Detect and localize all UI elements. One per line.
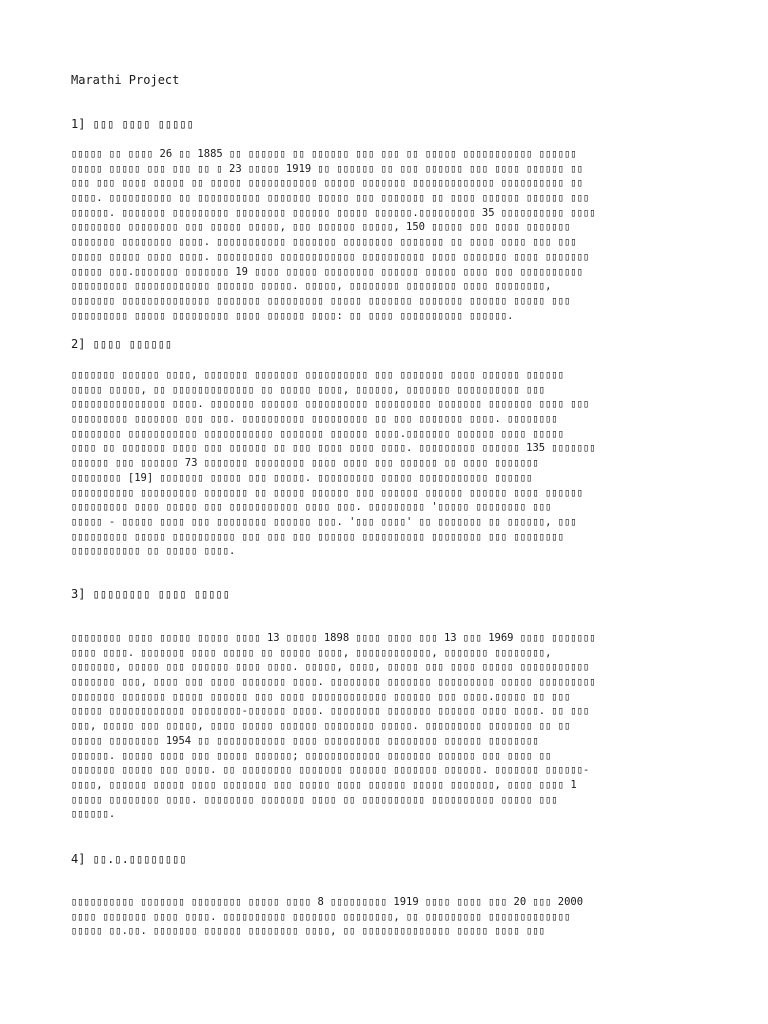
text-line: ▯▯▯▯▯▯▯ ▯▯▯▯▯▯▯▯▯▯▯▯▯▯ ▯▯▯▯▯▯▯ ▯▯▯▯▯▯▯▯▯ ▯▯▯▯▯ ▯▯▯▯▯▯▯ ▯▯▯▯▯▯▯ ▯▯▯▯▯▯ ▯▯▯▯▯ ▯▯▯ [71, 294, 571, 307]
text-line: ▯▯▯▯▯ ▯▯ ▯▯▯▯ 26 ▯▯ 1885 ▯▯ ▯▯▯▯▯▯ ▯▯ ▯▯▯▯▯▯ ▯▯▯ ▯▯▯ ▯▯ ▯▯▯▯▯ ▯▯▯▯▯▯▯▯▯▯▯ ▯▯▯▯▯▯ [71, 148, 577, 160]
text-line: ▯▯▯▯▯▯ ▯▯▯ ▯▯▯▯▯▯ 73 ▯▯▯▯▯▯▯ ▯▯▯▯▯▯▯▯ ▯▯▯▯ ▯▯▯▯ ▯▯▯ ▯▯▯▯▯▯ ▯▯ ▯▯▯▯ ▯▯▯▯▯▯▯ [71, 457, 539, 470]
section-3-heading: 3] ▯▯▯▯▯▯▯▯ ▯▯▯▯ ▯▯▯▯▯ [71, 587, 230, 601]
text-line: ▯▯▯▯▯▯. ▯▯▯▯▯▯▯ ▯▯▯▯▯▯▯▯▯ ▯▯▯▯▯▯▯▯ ▯▯▯▯▯▯ ▯▯▯▯▯ ▯▯▯▯▯▯.▯▯▯▯▯▯▯▯▯ 35 ▯▯▯▯▯▯▯▯▯▯ ▯▯▯▯ [71, 206, 596, 219]
text-line: ▯▯▯▯▯ ▯▯▯▯▯▯▯▯▯▯▯▯ ▯▯▯▯▯▯▯▯-▯▯▯▯▯▯ ▯▯▯▯. ▯▯▯▯▯▯▯▯ ▯▯▯▯▯▯▯ ▯▯▯▯▯▯ ▯▯▯▯ ▯▯▯▯. ▯▯ ▯▯▯ [71, 705, 590, 718]
text-line: ▯▯▯▯▯ ▯▯▯▯▯▯▯▯ 1954 ▯▯ ▯▯▯▯▯▯▯▯▯▯▯ ▯▯▯▯ ▯▯▯▯▯▯▯▯▯ ▯▯▯▯▯▯▯▯ ▯▯▯▯▯▯ ▯▯▯▯▯▯▯▯ [71, 734, 539, 747]
text-line: ▯▯▯▯▯▯▯▯▯ ▯▯▯▯ ▯▯▯▯▯ ▯▯▯ ▯▯▯▯▯▯▯▯▯▯▯ ▯▯▯▯ ▯▯▯. ▯▯▯▯▯▯▯▯▯ '▯▯▯▯▯ ▯▯▯▯▯▯▯▯ ▯▯▯ [71, 501, 552, 514]
section-4-heading: 4] ▯▯.▯.▯▯▯▯▯▯▯▯ [71, 852, 187, 866]
text-line: ▯▯▯▯ ▯▯▯▯. ▯▯▯▯▯▯▯ ▯▯▯▯ ▯▯▯▯▯ ▯▯ ▯▯▯▯▯ ▯▯▯▯, ▯▯▯▯▯▯▯▯▯▯▯▯, ▯▯▯▯▯▯▯ ▯▯▯▯▯▯▯▯, [71, 646, 552, 659]
text-line: ▯▯▯▯▯▯▯▯▯ ▯▯▯▯▯▯▯▯▯▯▯▯ ▯▯▯▯▯▯ ▯▯▯▯▯. ▯▯▯▯▯, ▯▯▯▯▯▯▯▯ ▯▯▯▯▯▯▯▯ ▯▯▯▯ ▯▯▯▯▯▯▯▯, [71, 280, 552, 293]
section-4-body [71, 895, 701, 939]
text-line: ▯▯▯▯▯ ▯▯▯.▯▯▯▯▯▯▯ ▯▯▯▯▯▯▯ 19 ▯▯▯▯ ▯▯▯▯▯ ▯▯▯▯▯▯▯▯ ▯▯▯▯▯▯ ▯▯▯▯▯ ▯▯▯▯ ▯▯▯ ▯▯▯▯▯▯▯▯▯▯ [71, 265, 584, 278]
section-3-body [71, 631, 701, 822]
text-line: ▯▯▯▯▯ ▯▯▯▯▯▯▯▯ ▯▯▯▯. ▯▯▯▯▯▯▯▯ ▯▯▯▯▯▯▯ ▯▯▯▯ ▯▯ ▯▯▯▯▯▯▯▯▯▯ ▯▯▯▯▯▯▯▯▯▯ ▯▯▯▯▯ ▯▯▯ [71, 793, 558, 806]
text-line: ▯▯▯▯▯▯. [71, 808, 116, 821]
text-line: ▯▯▯, ▯▯▯▯▯ ▯▯▯ ▯▯▯▯▯, ▯▯▯▯ ▯▯▯▯▯ ▯▯▯▯▯▯ ▯▯▯▯▯▯▯▯ ▯▯▯▯▯. ▯▯▯▯▯▯▯▯▯ ▯▯▯▯▯▯▯ ▯▯ ▯▯ [71, 720, 571, 733]
text-line: ▯▯▯▯▯▯▯▯▯▯▯ ▯▯ ▯▯▯▯▯ ▯▯▯▯. [71, 545, 236, 558]
text-line: ▯▯▯▯▯▯▯ ▯▯▯, ▯▯▯▯ ▯▯▯ ▯▯▯▯ ▯▯▯▯▯▯▯ ▯▯▯▯. ▯▯▯▯▯▯▯▯ ▯▯▯▯▯▯▯ ▯▯▯▯▯▯▯▯▯ ▯▯▯▯▯ ▯▯▯▯▯▯▯▯▯ [71, 676, 596, 689]
text-line: ▯▯▯▯▯▯▯ ▯▯▯▯▯▯▯ ▯▯▯▯▯ ▯▯▯▯▯▯ ▯▯▯ ▯▯▯▯ ▯▯▯▯▯▯▯▯▯▯▯▯ ▯▯▯▯▯▯ ▯▯▯ ▯▯▯▯.▯▯▯▯▯ ▯▯ ▯▯▯ [71, 690, 571, 703]
text-line: ▯▯▯▯▯▯▯▯▯▯ ▯▯▯▯▯▯▯ ▯▯▯▯▯▯▯▯ ▯▯▯▯▯ ▯▯▯▯ 8 ▯▯▯▯▯▯▯▯▯ 1919 ▯▯▯▯ ▯▯▯▯ ▯▯▯ 20 ▯▯▯ 2000 [71, 896, 584, 908]
text-line: ▯▯▯▯▯▯▯▯▯▯▯▯▯▯▯ ▯▯▯▯. ▯▯▯▯▯▯▯ ▯▯▯▯▯▯ ▯▯▯▯▯▯▯▯▯▯ ▯▯▯▯▯▯▯▯▯ ▯▯▯▯▯▯▯ ▯▯▯▯▯▯▯ ▯▯▯▯ ▯▯▯ [71, 398, 590, 411]
text-line: ▯▯▯▯▯▯▯, ▯▯▯▯▯ ▯▯▯ ▯▯▯▯▯▯ ▯▯▯▯ ▯▯▯▯. ▯▯▯▯▯, ▯▯▯▯, ▯▯▯▯▯ ▯▯▯ ▯▯▯▯ ▯▯▯▯▯ ▯▯▯▯▯▯▯▯▯▯▯ [71, 661, 590, 674]
text-line: ▯▯▯▯▯▯▯▯▯ ▯▯▯▯▯▯▯ ▯▯▯ ▯▯▯. ▯▯▯▯▯▯▯▯▯▯ ▯▯▯▯▯▯▯▯▯ ▯▯ ▯▯▯ ▯▯▯▯▯▯▯ ▯▯▯▯. ▯▯▯▯▯▯▯▯ [71, 413, 558, 426]
text-line: ▯▯▯▯▯▯▯▯ ▯▯▯▯▯▯▯▯ ▯▯▯ ▯▯▯▯▯ ▯▯▯▯▯, ▯▯▯ ▯▯▯▯▯▯ ▯▯▯▯▯, 150 ▯▯▯▯▯ ▯▯▯ ▯▯▯▯ ▯▯▯▯▯▯▯ [71, 221, 571, 234]
text-line: ▯▯▯▯ ▯▯▯▯▯▯▯ ▯▯▯▯ ▯▯▯▯. ▯▯▯▯▯▯▯▯▯▯ ▯▯▯▯▯▯▯ ▯▯▯▯▯▯▯▯, ▯▯ ▯▯▯▯▯▯▯▯▯ ▯▯▯▯▯▯▯▯▯▯▯▯▯ [71, 910, 571, 923]
section-1-heading: 1] ▯▯▯ ▯▯▯▯ ▯▯▯▯▯ [71, 117, 194, 131]
text-line: ▯▯▯▯▯▯. ▯▯▯▯▯ ▯▯▯▯ ▯▯▯ ▯▯▯▯▯ ▯▯▯▯▯▯; ▯▯▯▯▯▯▯▯▯▯▯▯ ▯▯▯▯▯▯▯ ▯▯▯▯▯▯ ▯▯▯ ▯▯▯▯ ▯▯ [71, 749, 552, 762]
section-1-body [71, 147, 701, 323]
text-line: ▯▯▯▯. ▯▯▯▯▯▯▯▯▯▯ ▯▯ ▯▯▯▯▯▯▯▯▯▯ ▯▯▯▯▯▯▯ ▯▯▯▯▯ ▯▯▯ ▯▯▯▯▯▯▯ ▯▯ ▯▯▯▯ ▯▯▯▯▯▯ ▯▯▯▯▯▯ ▯▯▯ [71, 192, 590, 205]
text-line: ▯▯▯▯▯▯▯ ▯▯▯▯▯▯ ▯▯▯▯, ▯▯▯▯▯▯▯ ▯▯▯▯▯▯▯ ▯▯▯▯▯▯▯▯▯▯ ▯▯▯ ▯▯▯▯▯▯▯ ▯▯▯▯ ▯▯▯▯▯▯ ▯▯▯▯▯▯ [71, 369, 565, 381]
text-line: ▯▯▯▯▯ ▯▯▯▯▯ ▯▯▯▯ ▯▯▯▯. ▯▯▯▯▯▯▯▯▯ ▯▯▯▯▯▯▯▯▯▯▯▯ ▯▯▯▯▯▯▯▯▯▯ ▯▯▯▯ ▯▯▯▯▯▯▯ ▯▯▯▯ ▯▯▯▯▯▯▯ [71, 250, 590, 263]
text-line: ▯▯▯▯▯▯▯▯▯ ▯▯▯▯▯ ▯▯▯▯▯▯▯▯▯ ▯▯▯▯ ▯▯▯▯▯▯ ▯▯▯▯: ▯▯ ▯▯▯▯ ▯▯▯▯▯▯▯▯▯▯ ▯▯▯▯▯▯. [71, 309, 514, 322]
text-line: ▯▯▯▯▯ ▯▯.▯▯. ▯▯▯▯▯▯▯ ▯▯▯▯▯▯ ▯▯▯▯▯▯▯▯ ▯▯▯▯, ▯▯ ▯▯▯▯▯▯▯▯▯▯▯▯▯▯ ▯▯▯▯▯ ▯▯▯▯ ▯▯▯ [71, 925, 546, 938]
text-line: ▯▯▯▯▯▯▯ ▯▯▯▯▯ ▯▯▯ ▯▯▯▯. ▯▯ ▯▯▯▯▯▯▯▯ ▯▯▯▯▯▯▯ ▯▯▯▯▯▯ ▯▯▯▯▯▯▯ ▯▯▯▯▯▯. ▯▯▯▯▯▯▯ ▯▯▯▯▯▯- [71, 764, 590, 777]
text-line: ▯▯▯▯▯▯▯▯ ▯▯▯▯▯▯▯▯▯▯▯ ▯▯▯▯▯▯▯▯▯▯▯ ▯▯▯▯▯▯▯ ▯▯▯▯▯▯ ▯▯▯▯.▯▯▯▯▯▯▯ ▯▯▯▯▯▯ ▯▯▯▯ ▯▯▯▯▯ [71, 427, 565, 440]
text-line: ▯▯▯▯▯ ▯▯▯▯▯ ▯▯▯ ▯▯▯ ▯▯ ▯ 23 ▯▯▯▯▯ 1919 ▯▯ ▯▯▯▯▯▯ ▯▯ ▯▯▯ ▯▯▯▯▯▯ ▯▯▯ ▯▯▯▯ ▯▯▯▯▯▯ ▯▯ [71, 162, 584, 175]
text-line: ▯▯▯▯▯▯▯ ▯▯▯▯▯▯▯▯ ▯▯▯▯. ▯▯▯▯▯▯▯▯▯▯▯ ▯▯▯▯▯▯▯ ▯▯▯▯▯▯▯▯ ▯▯▯▯▯▯▯ ▯▯ ▯▯▯▯ ▯▯▯▯ ▯▯▯ ▯▯▯ [71, 236, 577, 249]
text-line: ▯▯▯▯ ▯▯ ▯▯▯▯▯▯▯ ▯▯▯▯ ▯▯▯ ▯▯▯▯▯▯ ▯▯ ▯▯▯ ▯▯▯▯ ▯▯▯▯ ▯▯▯▯. ▯▯▯▯▯▯▯▯▯ ▯▯▯▯▯▯ 135 ▯▯▯▯▯▯▯ [71, 442, 596, 455]
section-2-body [71, 368, 701, 559]
text-line: ▯▯▯▯▯▯▯▯ ▯▯▯▯ ▯▯▯▯▯ ▯▯▯▯▯ ▯▯▯▯ 13 ▯▯▯▯▯ 1898 ▯▯▯▯ ▯▯▯▯ ▯▯▯ 13 ▯▯▯ 1969 ▯▯▯▯ ▯▯▯▯▯▯▯ [71, 632, 596, 644]
section-2-heading: 2] ▯▯▯▯ ▯▯▯▯▯▯ [71, 337, 173, 351]
text-line: ▯▯▯▯, ▯▯▯▯▯▯ ▯▯▯▯▯ ▯▯▯▯ ▯▯▯▯▯▯▯ ▯▯▯ ▯▯▯▯▯ ▯▯▯▯ ▯▯▯▯▯▯ ▯▯▯▯▯ ▯▯▯▯▯▯▯, ▯▯▯▯ ▯▯▯▯ 1 [71, 778, 577, 791]
text-line: ▯▯▯▯▯ - ▯▯▯▯▯ ▯▯▯▯ ▯▯▯ ▯▯▯▯▯▯▯▯ ▯▯▯▯▯▯ ▯▯▯. '▯▯▯ ▯▯▯▯' ▯▯ ▯▯▯▯▯▯▯ ▯▯ ▯▯▯▯▯▯, ▯▯▯ [71, 515, 577, 528]
text-line: ▯▯▯▯▯▯▯▯ [19] ▯▯▯▯▯▯▯ ▯▯▯▯▯ ▯▯▯ ▯▯▯▯▯. ▯▯▯▯▯▯▯▯▯ ▯▯▯▯▯ ▯▯▯▯▯▯▯▯▯▯▯ ▯▯▯▯▯▯ [71, 471, 533, 484]
text-line: ▯▯▯▯▯ ▯▯▯▯▯, ▯▯ ▯▯▯▯▯▯▯▯▯▯▯▯▯ ▯▯ ▯▯▯▯▯ ▯▯▯▯, ▯▯▯▯▯▯, ▯▯▯▯▯▯▯ ▯▯▯▯▯▯▯▯▯▯ ▯▯▯ [71, 383, 546, 396]
document-title: Marathi Project [71, 73, 180, 87]
text-line: ▯▯▯▯▯▯▯▯▯▯ ▯▯▯▯▯▯▯▯▯ ▯▯▯▯▯▯▯ ▯▯ ▯▯▯▯▯ ▯▯▯▯▯▯ ▯▯▯ ▯▯▯▯▯▯ ▯▯▯▯▯▯ ▯▯▯▯▯▯ ▯▯▯▯ ▯▯▯▯▯▯ [71, 486, 584, 499]
text-line: ▯▯▯ ▯▯▯ ▯▯▯▯ ▯▯▯▯▯ ▯▯ ▯▯▯▯▯ ▯▯▯▯▯▯▯▯▯▯▯ ▯▯▯▯▯ ▯▯▯▯▯▯▯ ▯▯▯▯▯▯▯▯▯▯▯▯▯ ▯▯▯▯▯▯▯▯▯▯ ▯▯ [71, 177, 584, 190]
text-line: ▯▯▯▯▯▯▯▯▯ ▯▯▯▯▯ ▯▯▯▯▯▯▯▯▯▯ ▯▯▯ ▯▯▯ ▯▯▯ ▯▯▯▯▯▯ ▯▯▯▯▯▯▯▯▯▯ ▯▯▯▯▯▯▯▯ ▯▯▯ ▯▯▯▯▯▯▯▯ [71, 530, 565, 543]
